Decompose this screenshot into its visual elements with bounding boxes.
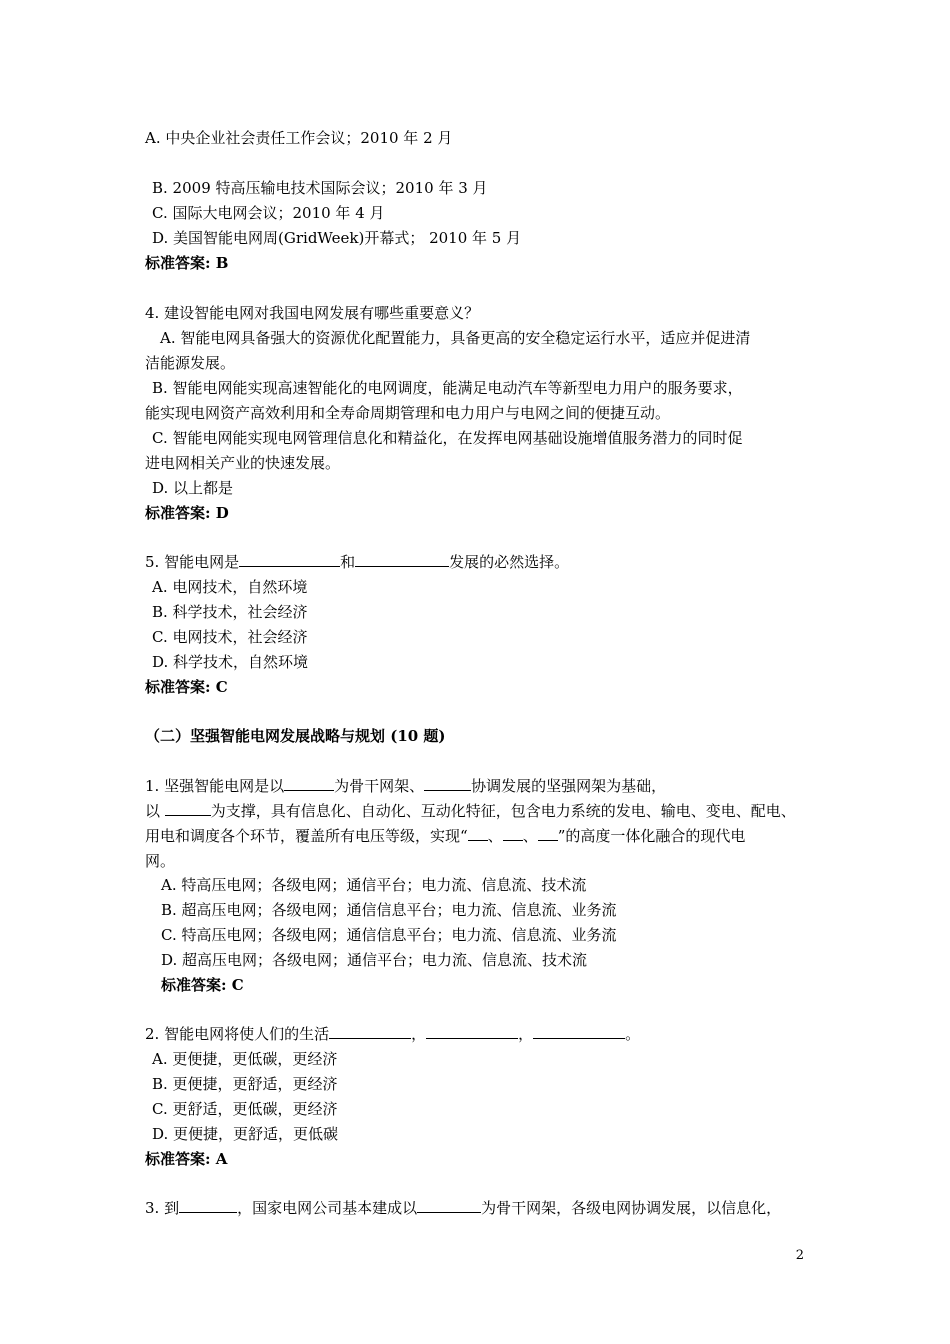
s1-stem-line-4: 网。 xyxy=(145,852,176,870)
q4-option-c: C. 智能电网能实现电网管理信息化和精益化，在发挥电网基础设施增值服务潜力的同时促 xyxy=(152,429,743,447)
s1-option-a: A. 特高压电网；各级电网；通信平台；电力流、信息流、技术流 xyxy=(161,876,587,894)
prev-option-a: A. 中央企业社会责任工作会议；2010 年 2 月 xyxy=(145,129,453,147)
q4-option-a: A. 智能电网具备强大的资源优化配置能力，具备更高的安全稳定运行水平，适应并促进清 xyxy=(160,329,751,347)
q5-blank-2 xyxy=(355,552,449,567)
s2-answer: 标准答案: A xyxy=(145,1150,228,1168)
q4-option-c-cont: 进电网相关产业的快速发展。 xyxy=(145,454,341,472)
section-heading: （二）坚强智能电网发展战略与规划 (10 题) xyxy=(145,727,446,745)
s2-stem xyxy=(145,1024,640,1044)
s3-text-a: 3. 到 xyxy=(145,1199,180,1217)
prev-answer: 标准答案: B xyxy=(145,254,229,272)
s1-text-g: ”的高度一体化融合的现代电 xyxy=(557,827,746,845)
prev-option-b: B. 2009 特高压输电技术国际会议；2010 年 3 月 xyxy=(152,179,488,197)
s3-text-b: ，国家电网公司基本建成以 xyxy=(237,1199,418,1217)
s3-blank-2 xyxy=(417,1198,481,1213)
s1-blank-1 xyxy=(284,776,334,791)
q4-option-b: B. 智能电网能实现高速智能化的电网调度，能满足电动汽车等新型电力用户的服务要求， xyxy=(152,379,743,397)
s1-option-b: B. 超高压电网；各级电网；通信信息平台；电力流、信息流、业务流 xyxy=(161,901,617,919)
s1-blank-4 xyxy=(468,826,488,841)
s1-text-e: 为支撑，具有信息化、自动化、互动化特征，包含电力系统的发电、输电、变电、配电、 xyxy=(210,802,796,820)
s2-sep-1: ， xyxy=(411,1025,427,1043)
s1-blank-5 xyxy=(503,826,523,841)
s2-blank-1 xyxy=(329,1024,411,1039)
s1-blank-6 xyxy=(538,826,558,841)
s2-option-b: B. 更便捷，更舒适，更经济 xyxy=(152,1075,338,1093)
s2-blank-2 xyxy=(426,1024,518,1039)
s1-blank-2 xyxy=(424,776,471,791)
s1-stem-line-1 xyxy=(145,776,666,796)
s1-answer: 标准答案: C xyxy=(161,976,244,994)
q4-answer: 标准答案: D xyxy=(145,504,229,522)
q5-stem-end: 发展的必然选择。 xyxy=(449,553,570,571)
q5-stem-start: 5. 智能电网是 xyxy=(145,553,240,571)
s1-text-b: 为骨干网架、 xyxy=(334,777,425,795)
q4-option-d: D. 以上都是 xyxy=(152,479,234,497)
s3-stem xyxy=(145,1198,781,1218)
s1-sep-1: 、 xyxy=(487,827,503,845)
q5-blank-1 xyxy=(239,552,340,567)
s3-blank-1 xyxy=(179,1198,237,1213)
q5-answer: 标准答案: C xyxy=(145,678,228,696)
page-number: 2 xyxy=(795,1248,804,1263)
q5-stem xyxy=(145,552,569,572)
q5-option-c: C. 电网技术，社会经济 xyxy=(152,628,308,646)
s1-option-d: D. 超高压电网；各级电网；通信平台；电力流、信息流、技术流 xyxy=(161,951,588,969)
s1-text-a: 1. 坚强智能电网是以 xyxy=(145,777,285,795)
s2-text-a: 2. 智能电网将使人们的生活 xyxy=(145,1025,330,1043)
s3-text-c: 为骨干网架，各级电网协调发展，以信息化， xyxy=(481,1199,782,1217)
prev-option-d: D. 美国智能电网周(GridWeek)开幕式； 2010 年 5 月 xyxy=(152,229,522,247)
s2-option-d: D. 更便捷，更舒适，更低碳 xyxy=(152,1125,339,1143)
s1-sep-2: 、 xyxy=(522,827,538,845)
s1-text-d: 以 xyxy=(145,802,165,820)
s1-text-c: 协调发展的坚强网架为基础， xyxy=(471,777,667,795)
q5-stem-mid: 和 xyxy=(340,553,356,571)
prev-option-c: C. 国际大电网会议；2010 年 4 月 xyxy=(152,204,385,222)
q5-option-b: B. 科学技术，社会经济 xyxy=(152,603,308,621)
q4-option-a-cont: 洁能源发展。 xyxy=(145,354,236,372)
q4-stem: 4. 建设智能电网对我国电网发展有哪些重要意义？ xyxy=(145,304,480,322)
s1-stem-line-3 xyxy=(145,826,745,846)
s2-end: 。 xyxy=(625,1025,641,1043)
s2-option-a: A. 更便捷，更低碳，更经济 xyxy=(152,1050,338,1068)
s1-blank-3 xyxy=(165,801,211,816)
s1-text-f: 用电和调度各个环节，覆盖所有电压等级，实现“ xyxy=(145,827,468,845)
s1-option-c: C. 特高压电网；各级电网；通信信息平台；电力流、信息流、业务流 xyxy=(161,926,617,944)
s1-stem-line-2 xyxy=(145,801,796,821)
q4-option-b-cont: 能实现电网资产高效利用和全寿命周期管理和电力用户与电网之间的便捷互动。 xyxy=(145,404,671,422)
s2-blank-3 xyxy=(533,1024,625,1039)
q5-option-d: D. 科学技术，自然环境 xyxy=(152,653,309,671)
s2-sep-2: ， xyxy=(518,1025,534,1043)
q5-option-a: A. 电网技术，自然环境 xyxy=(152,578,308,596)
s2-option-c: C. 更舒适，更低碳，更经济 xyxy=(152,1100,338,1118)
